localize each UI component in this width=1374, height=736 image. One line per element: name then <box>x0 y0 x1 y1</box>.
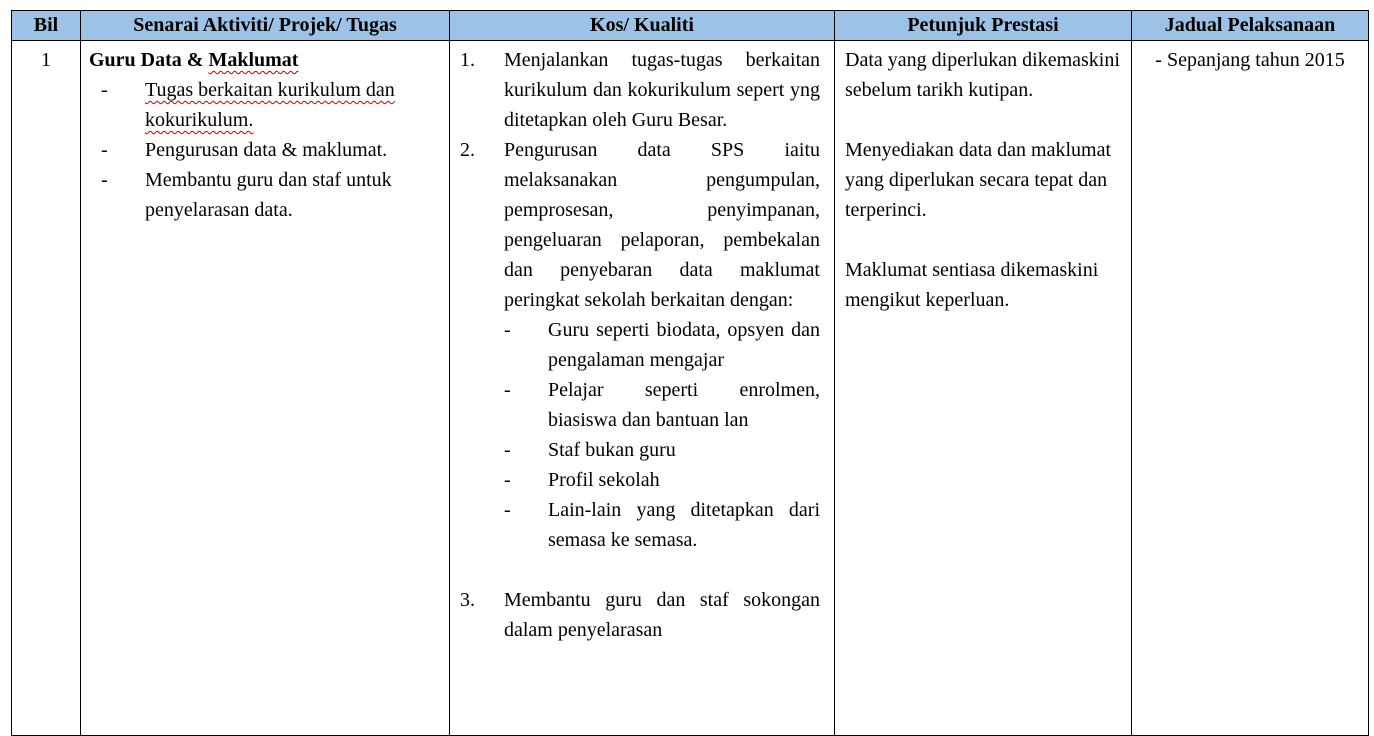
row-number: 1 <box>12 41 81 736</box>
petunjuk-cell <box>835 41 1132 736</box>
activity-title: Guru Data & Maklumat <box>89 49 299 71</box>
kos-cell <box>450 41 835 736</box>
sub-list-item: - Guru seperti biodata, opsyen dan pengalaman mengajar <box>504 319 820 371</box>
work-plan-table <box>11 10 1369 736</box>
header-petunjuk: Petunjuk Prestasi <box>835 11 1132 41</box>
header-bil: Bil <box>12 11 81 41</box>
list-item: 3. Membantu guru dan staf sokongan dalam penyelarasan <box>460 589 820 641</box>
indicator-text: Maklumat sentiasa dikemaskini mengikut keperluan. <box>845 259 1099 311</box>
header-row <box>12 11 1369 41</box>
header-aktiviti: Senarai Aktiviti/ Projek/ Tugas <box>81 11 450 41</box>
list-item: - Tugas berkaitan kurikulum dan kokurikulum. <box>101 79 395 131</box>
sub-list-item: - Lain-lain yang ditetapkan dari semasa ke semasa. <box>504 499 820 551</box>
list-item: 2. Pengurusan data SPS iaitu melaksanakan pengumpulan, pemprosesan, penyimpanan, pengeluaran pelaporan, pembekalan dan penyebaran data maklumat peringkat sekolah berkaitan dengan: - Guru seperti biodata, opsyen dan pengalaman mengajar - Pelajar seperti enrolmen, biasiswa dan bantuan lan - Staf bukan guru - Profil sekolah - Lain-lain yang ditetapkan dari semasa ke semasa. <box>460 135 820 555</box>
table-row <box>12 41 1369 736</box>
list-item: - Membantu guru dan staf untuk penyelarasan data. <box>101 169 392 221</box>
sub-list-item: - Staf bukan guru <box>504 439 676 461</box>
sub-list-item: - Profil sekolah <box>504 469 660 491</box>
header-kos: Kos/ Kualiti <box>450 11 835 41</box>
header-jadual: Jadual Pelaksanaan <box>1132 11 1369 41</box>
schedule-text: - Sepanjang tahun 2015 <box>1155 49 1345 71</box>
list-item: - Pengurusan data & maklumat. <box>101 139 388 161</box>
indicator-text: Data yang diperlukan dikemaskini sebelum tarikh kutipan. <box>845 49 1120 101</box>
aktiviti-cell <box>81 41 450 736</box>
sub-list-item: - Pelajar seperti enrolmen, biasiswa dan bantuan lan <box>504 379 820 431</box>
indicator-text: Menyediakan data dan maklumat yang diperlukan secara tepat dan terperinci. <box>845 139 1112 221</box>
jadual-cell <box>1132 41 1369 736</box>
list-item: 1. Menjalankan tugas-tugas berkaitan kurikulum dan kokurikulum sepert yng ditetapkan oleh Guru Besar. <box>460 49 820 131</box>
